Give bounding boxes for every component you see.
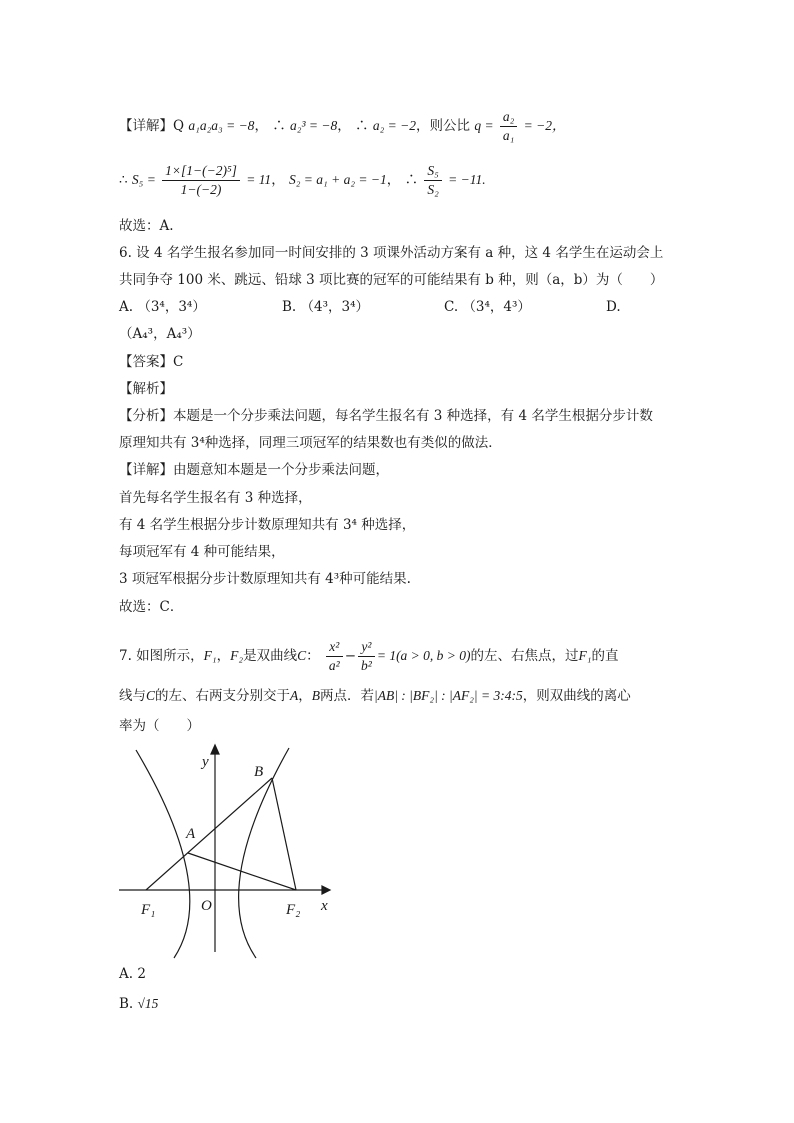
ratio-text: ，则公比 [416,118,471,134]
q6-analysis-2: 原理知共有 3⁴种选择，同理三项冠军的结果数也有类似的做法． [119,435,502,451]
fraction-denominator: a² [328,658,340,673]
q6-detail: 【详解】由题意知本题是一个分步乘法问题， [119,462,389,478]
curve-c: C [297,648,307,663]
q7-option-a: A. 2 [119,966,146,982]
q7-text: 的左、右焦点，过 [470,648,579,664]
q6-option-d-value: （A₄³，A₄³） [119,326,201,342]
q7-option-b [119,994,158,1014]
s-ratio-fraction [424,162,441,199]
q7-text: 线与 [119,688,146,704]
q7-line-2 [119,686,631,706]
q6-step-1: 首先每名学生报名有 3 种选择， [119,490,312,506]
colon: ： [306,648,320,664]
s2-equation: S₂ = a₁ + a₂ = −1 [288,172,387,187]
option-b-label: B. [119,996,134,1012]
q7-text: ，则双曲线的离心 [522,688,631,704]
equation-cube: a₂³ = −8 [290,118,338,133]
q7-line-1 [119,638,618,675]
q6-option-a: A. （3⁴，3⁴） [119,299,206,315]
label-b: B [254,764,264,780]
q6-answer: 【答案】C [119,354,184,370]
y-fraction [358,638,375,675]
y-axis-arrow [211,745,219,754]
fraction-numerator: S₅ [424,162,441,181]
ratio-fraction [500,108,517,145]
therefore-symbol: ∴ [272,118,286,134]
because-symbol: Q [173,118,185,134]
fraction-numerator: a₂ [500,108,517,127]
q6-step-4: 3 项冠军根据分步计数原理知共有 4³种可能结果. [119,571,411,587]
hyperbola-figure [114,740,334,960]
curve-c: C [146,688,156,703]
fraction-denominator: S₂ [427,182,439,197]
focus-f2: F₂ [230,648,244,663]
s5-value: = 11 [246,172,272,187]
q6-analysis-heading: 【解析】 [119,381,173,397]
detail-heading: 【详解】 [119,118,173,134]
point-b: B [311,688,321,703]
fraction-numerator: 1×[1−(−2)⁵] [162,162,240,181]
hyperbola-condition: = 1(a > 0, b > 0) [376,648,471,663]
q7-line-3: 率为（ ） [119,718,200,734]
fraction-denominator: 1−(−2) [180,182,222,197]
fraction-numerator: x² [326,638,343,657]
x-fraction [326,638,343,675]
q6-step-2: 有 4 名学生根据分步计数原理知共有 3⁴ 种选择， [119,517,416,533]
option-b-value: √15 [137,996,159,1011]
therefore-symbol: ∴ [404,172,419,188]
label-f2: F₂ [286,902,301,918]
q6-option-b: B. （4³，3⁴） [282,299,370,315]
therefore-symbol: ∴ [355,118,369,134]
x-axis-arrow [322,886,330,894]
ratio-q: q = [474,118,494,133]
q6-option-d: D. [606,299,621,315]
choose-line-1: 故选：A. [119,218,174,234]
equation-a2: a₂ = −2 [372,118,417,133]
ratio-result: = −2， [523,118,566,133]
q6-line-1: 6. 设 4 名学生报名参加同一时间安排的 3 项课外活动方案有 a 种，这 4 名学生在运动会上 [119,245,664,261]
label-x: x [321,898,328,914]
q7-text: 两点．若 [320,688,375,704]
comma: ， [337,118,351,134]
label-y: y [202,754,209,770]
comma: ， [271,172,285,188]
length-ratio: |AB| : |BF₂| : |AF₂| = 3:4:5 [374,688,523,703]
hyperbola-left-branch [136,750,190,958]
q7-text: 的左、右两支分别交于 [155,688,291,704]
detail-line-2 [119,162,486,199]
q6-option-c: C. （3⁴，4³） [444,299,531,315]
hyperbola-right-branch [239,748,289,958]
comma: ， [386,172,401,188]
fraction-denominator: a₁ [502,128,515,143]
equation-product: a₁a₂a₃ = −8 [188,118,255,133]
line-f1-b [146,778,272,890]
point-a: A [290,688,299,703]
s5-label: S₅ = [131,172,156,187]
label-f1: F₁ [141,902,156,918]
fraction-numerator: y² [358,638,375,657]
comma: ， [254,118,268,134]
q7-text: 是双曲线 [243,648,298,664]
q7-text: 的直 [591,648,619,664]
comma: ， [216,648,231,664]
therefore-symbol: ∴ [119,172,128,188]
q6-analysis-1: 【分析】本题是一个分步乘法问题，每名学生报名有 3 种选择，有 4 名学生根据分步计数 [119,408,653,424]
s5-fraction [162,162,240,199]
label-o: O [201,898,212,914]
focus-f1: F₁ [203,648,217,663]
q7-intro: 7. 如图所示， [119,648,204,664]
q6-line-2: 共同争夺 100 米、跳远、铅球 3 项比赛的冠军的可能结果有 b 种，则（a，b）为（ ） [119,272,664,288]
focus-f1: F₁ [578,648,592,663]
q6-choose: 故选：C． [119,599,184,615]
fraction-denominator: b² [361,658,372,673]
s-ratio-result: = −11. [448,172,486,187]
minus-sign: − [344,648,357,664]
line-a-f2 [188,853,296,890]
comma: ， [298,688,312,704]
detail-line-1 [119,108,565,145]
label-a: A [186,826,196,842]
line-b-f2 [272,778,296,890]
q6-step-3: 每项冠军有 4 种可能结果， [119,544,285,560]
